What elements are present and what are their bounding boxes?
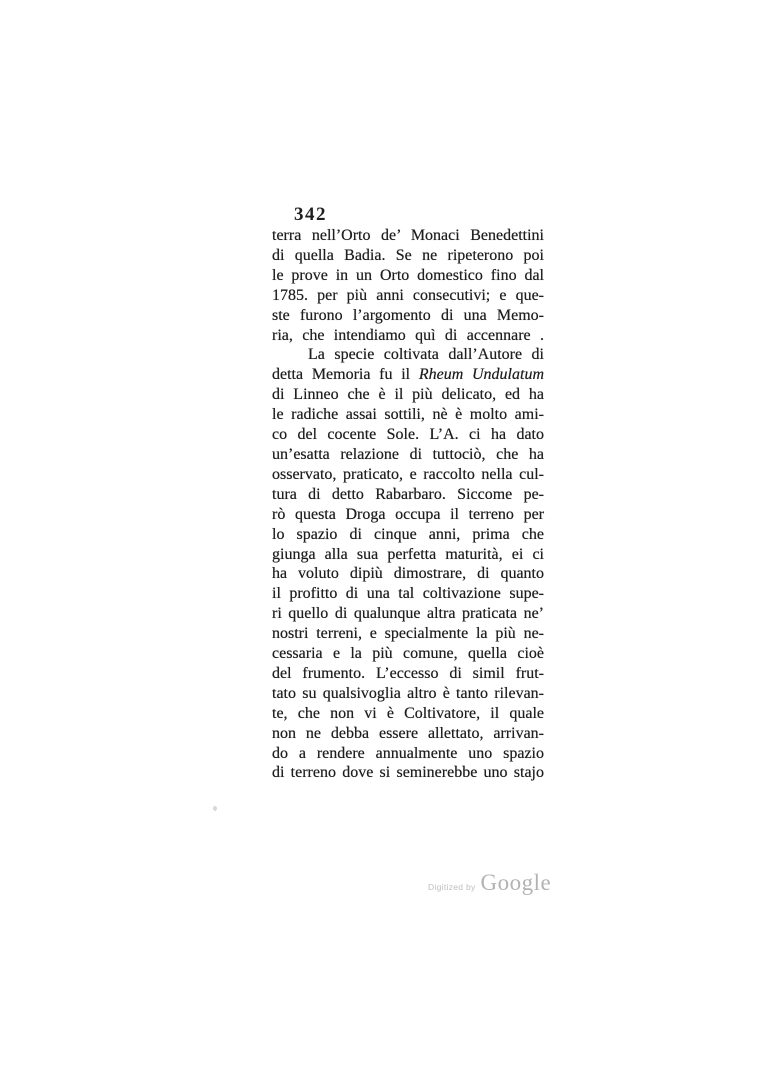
text-line (272, 604, 544, 624)
text-segment: rò questa Droga occupa il terreno per (272, 505, 544, 523)
text-line (272, 505, 544, 525)
species-name-italic: Rheum Undulatum (418, 366, 544, 384)
text-segment: ste furono l’argomento di una Memo- (272, 306, 544, 324)
text-segment: tura di detto Rabarbaro. Siccome pe- (272, 485, 544, 503)
text-line (272, 266, 544, 286)
text-segment: co del cocente Sole. L’A. ci ha dato (272, 426, 544, 444)
text-segment: un’esatta relazione di tuttociò, che ha (272, 445, 544, 463)
text-segment: giunga alla sua perfetta maturità, ei ci (272, 545, 544, 563)
text-segment: di Linneo che è il più delicato, ed ha (272, 386, 544, 404)
text-segment: cessaria e la più comune, quella cioè (272, 645, 544, 663)
google-watermark (428, 870, 551, 896)
text-segment: ha voluto dipiù dimostrare, di quanto (272, 565, 544, 583)
text-segment: do a rendere annualmente uno spazio (272, 744, 544, 762)
text-segment: detta Memoria fu il (272, 366, 419, 384)
text-segment: il profitto di una tal coltivazione supe- (272, 585, 544, 603)
text-line (272, 385, 544, 405)
body-text-block (272, 226, 544, 783)
page-number: 342 (294, 204, 327, 225)
text-line (272, 704, 544, 724)
text-segment: osservato, praticato, e raccolto nella cul- (272, 465, 544, 483)
google-logo: Google (480, 870, 552, 895)
text-line (272, 584, 544, 604)
text-segment: terra nell’Orto de’ Monaci Benedettini (272, 227, 544, 244)
scan-artifact-speck (213, 806, 217, 811)
text-line (272, 345, 544, 365)
text-segment: lo spazio di cinque anni, prima che (272, 525, 544, 543)
text-line (272, 445, 544, 465)
text-segment: di quella Badia. Se ne ripeterono poi (272, 246, 544, 264)
watermark-prefix-label: Digitized by (428, 882, 476, 892)
text-line (272, 525, 544, 545)
text-line (272, 664, 544, 684)
text-segment: di terreno dove si seminerebbe uno stajo (272, 764, 544, 782)
text-segment: ria, che intendiamo quì di accennare . (272, 326, 544, 344)
text-line (272, 644, 544, 664)
text-line (272, 564, 544, 584)
text-line (272, 405, 544, 425)
text-line (272, 724, 544, 744)
text-line (272, 306, 544, 326)
text-segment: La specie coltivata dall’Autore di (308, 346, 544, 364)
text-segment: tato su qualsivoglia altro è tanto rilevan- (272, 684, 544, 702)
text-segment: non ne debba essere allettato, arrivan- (272, 724, 544, 742)
text-line (272, 326, 544, 346)
text-line (272, 684, 544, 704)
text-line (272, 465, 544, 485)
text-segment: le radiche assai sottili, nè è molto ami- (272, 406, 544, 424)
text-line (272, 425, 544, 445)
text-line (272, 763, 544, 783)
text-segment: ri quello di qualunque altra praticata ne’ (272, 605, 544, 623)
text-segment: nostri terreni, e specialmente la più ne- (272, 625, 544, 643)
text-line (272, 744, 544, 764)
text-line (272, 286, 544, 306)
text-segment: le prove in un Orto domestico fino dal (272, 266, 544, 284)
text-line (272, 545, 544, 565)
text-segment: del frumento. L’eccesso di simil frut- (272, 664, 544, 682)
text-line (272, 246, 544, 266)
text-line (272, 365, 544, 385)
text-segment: te, che non vi è Coltivatore, il quale (272, 704, 544, 722)
text-line (272, 624, 544, 644)
text-segment: 1785. per più anni consecutivi; e que- (272, 286, 544, 304)
text-line (272, 485, 544, 505)
text-line (272, 226, 544, 246)
